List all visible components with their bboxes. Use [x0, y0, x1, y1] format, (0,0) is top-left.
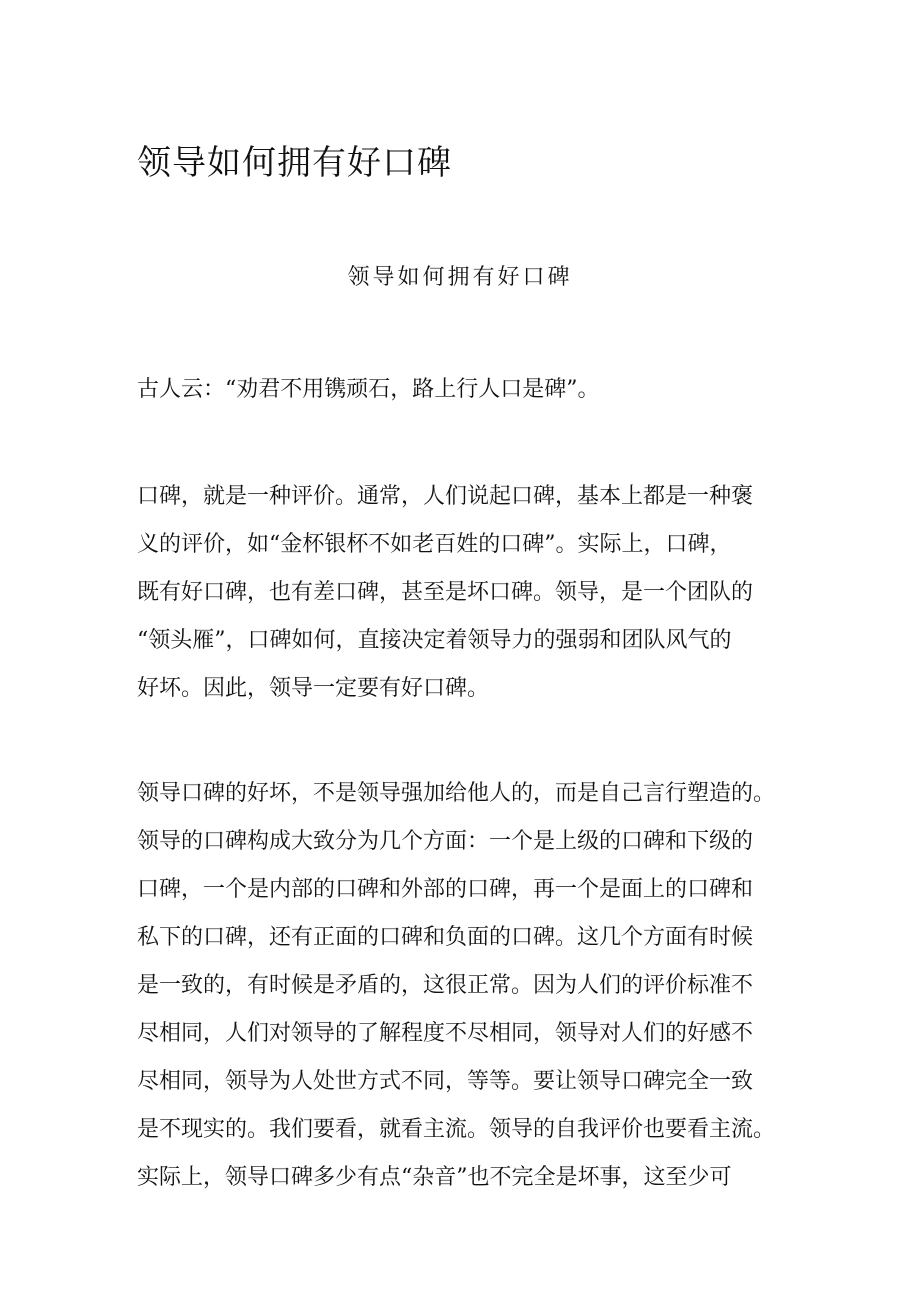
document-title: 领导如何拥有好口碑	[137, 143, 452, 183]
paragraph-line: 私下的口碑，还有正面的口碑和负面的口碑。这几个方面有时候	[137, 925, 754, 950]
paragraph-line: 义的评价，如“金杯银杯不如老百姓的口碑”。实际上，口碑，	[137, 532, 732, 557]
paragraph-line: 口碑，就是一种评价。通常，人们说起口碑，基本上都是一种褒	[137, 484, 754, 509]
paragraph-line: 既有好口碑，也有差口碑，甚至是坏口碑。领导，是一个团队的	[137, 580, 754, 605]
paragraph-line: 好坏。因此，领导一定要有好口碑。	[137, 676, 490, 701]
paragraph-line: 尽相同，领导为人处世方式不同，等等。要让领导口碑完全一致	[137, 1069, 754, 1094]
paragraph-line: “领头雁”，口碑如何，直接决定着领导力的强弱和团队风气的	[137, 628, 732, 653]
document-subtitle: 领导如何拥有好口碑	[347, 265, 573, 290]
paragraph-line: 尽相同，人们对领导的了解程度不尽相同，领导对人们的好感不	[137, 1021, 754, 1046]
paragraph-composition	[137, 770, 817, 1202]
paragraph-line: 是一致的，有时候是矛盾的，这很正常。因为人们的评价标准不	[137, 973, 754, 998]
paragraph-line: 领导口碑的好坏，不是领导强加给他人的，而是自己言行塑造的。	[137, 781, 776, 806]
paragraph-line: 是不现实的。我们要看，就看主流。领导的自我评价也要看主流。	[137, 1117, 776, 1142]
paragraph-line: 领导的口碑构成大致分为几个方面：一个是上级的口碑和下级的	[137, 829, 754, 854]
paragraph-line: 实际上，领导口碑多少有点“杂音”也不完全是坏事，这至少可	[137, 1165, 732, 1190]
paragraph-line: 古人云：“劝君不用镌顽石，路上行人口是碑”。	[137, 377, 600, 402]
paragraph-definition	[137, 473, 817, 713]
paragraph-line: 口碑，一个是内部的口碑和外部的口碑，再一个是面上的口碑和	[137, 877, 754, 902]
paragraph-quote	[137, 366, 817, 414]
